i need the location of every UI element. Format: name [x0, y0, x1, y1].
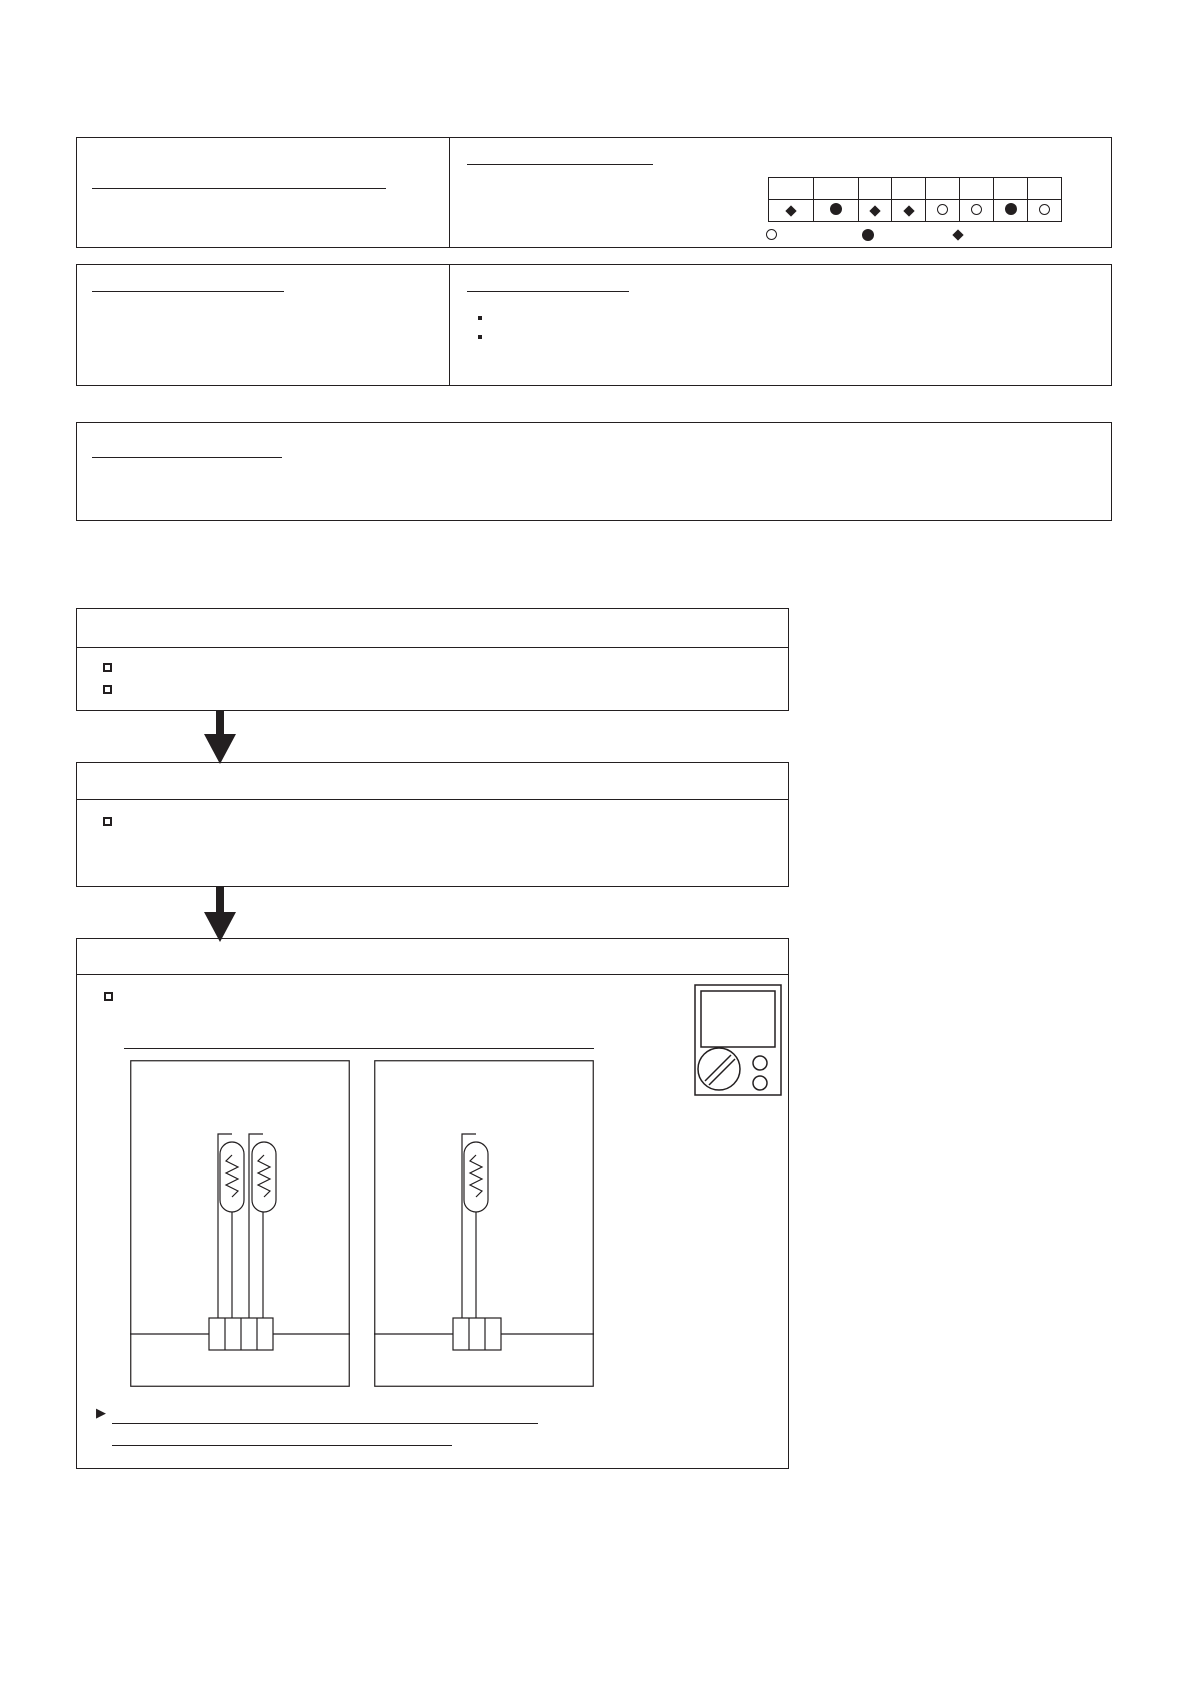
- arrow-down-icon: [216, 886, 224, 914]
- flow-step-3-header-divider: [76, 974, 789, 975]
- flow-step-2: [76, 762, 789, 887]
- checkbox-icon: [104, 992, 113, 1001]
- triangle-right-icon: ▶: [96, 1405, 106, 1420]
- legend-on-icon: [862, 229, 874, 241]
- lamp-open-icon: [971, 204, 982, 215]
- lamp-blink-icon: [869, 205, 880, 216]
- footnote-rule-1: [112, 1423, 538, 1424]
- thermistor-panel-dual: [130, 1060, 350, 1387]
- lamp-header-cell: [859, 178, 892, 200]
- lamp-header-cell: [926, 178, 960, 200]
- footnote-rule-2: [112, 1445, 452, 1446]
- flow-step-1-header-divider: [76, 647, 789, 648]
- thermistor-panel-single: [374, 1060, 594, 1387]
- connector-4pin: [209, 1318, 273, 1350]
- lamp-status-cell: [769, 200, 814, 222]
- info-box-1-right-heading-rule: [467, 164, 653, 165]
- lamp-status-cell: [994, 200, 1028, 222]
- multimeter-icon: [694, 984, 782, 1096]
- lamp-header-cell: [892, 178, 926, 200]
- arrow-down-icon: [216, 710, 224, 736]
- lamp-solid-icon: [1005, 203, 1017, 215]
- lamp-status-cell: [814, 200, 859, 222]
- bullet-2: [478, 335, 482, 339]
- lamp-header-cell: [994, 178, 1028, 200]
- lamp-header-cell: [814, 178, 859, 200]
- flow-step-1: [76, 608, 789, 711]
- flow-step-2-header-divider: [76, 799, 789, 800]
- lamp-blink-icon: [903, 205, 914, 216]
- lamp-table-status-row: [769, 200, 1062, 222]
- diagram-caption-rule: [124, 1048, 594, 1049]
- info-box-2: [76, 264, 1112, 386]
- arrow-down-head: [204, 734, 236, 764]
- lamp-display-table: [768, 177, 1062, 222]
- lamp-solid-icon: [830, 203, 842, 215]
- info-box-3: [76, 422, 1112, 521]
- lamp-status-cell: [1028, 200, 1062, 222]
- lamp-status-cell: [892, 200, 926, 222]
- checkbox-icon: [103, 817, 112, 826]
- info-box-3-heading-rule: [92, 457, 282, 458]
- lamp-open-icon: [937, 204, 948, 215]
- info-box-2-left-heading-rule: [92, 291, 284, 292]
- lamp-open-icon: [1039, 204, 1050, 215]
- lamp-status-cell: [859, 200, 892, 222]
- lamp-status-cell: [960, 200, 994, 222]
- checkbox-icon: [103, 663, 112, 672]
- info-box-2-right-heading-rule: [467, 291, 629, 292]
- checkbox-icon: [103, 685, 112, 694]
- lamp-header-cell: [960, 178, 994, 200]
- lamp-status-cell: [926, 200, 960, 222]
- legend-off-icon: [766, 229, 777, 240]
- bullet-1: [478, 316, 482, 320]
- lamp-header-cell: [1028, 178, 1062, 200]
- lamp-header-cell: [769, 178, 814, 200]
- connector-3pin: [453, 1318, 501, 1350]
- lamp-table-header-row: [769, 178, 1062, 200]
- info-box-2-divider: [449, 264, 450, 386]
- lamp-blink-icon: [785, 205, 796, 216]
- info-box-1-divider: [449, 137, 450, 248]
- info-box-1-left-heading-rule: [92, 188, 386, 189]
